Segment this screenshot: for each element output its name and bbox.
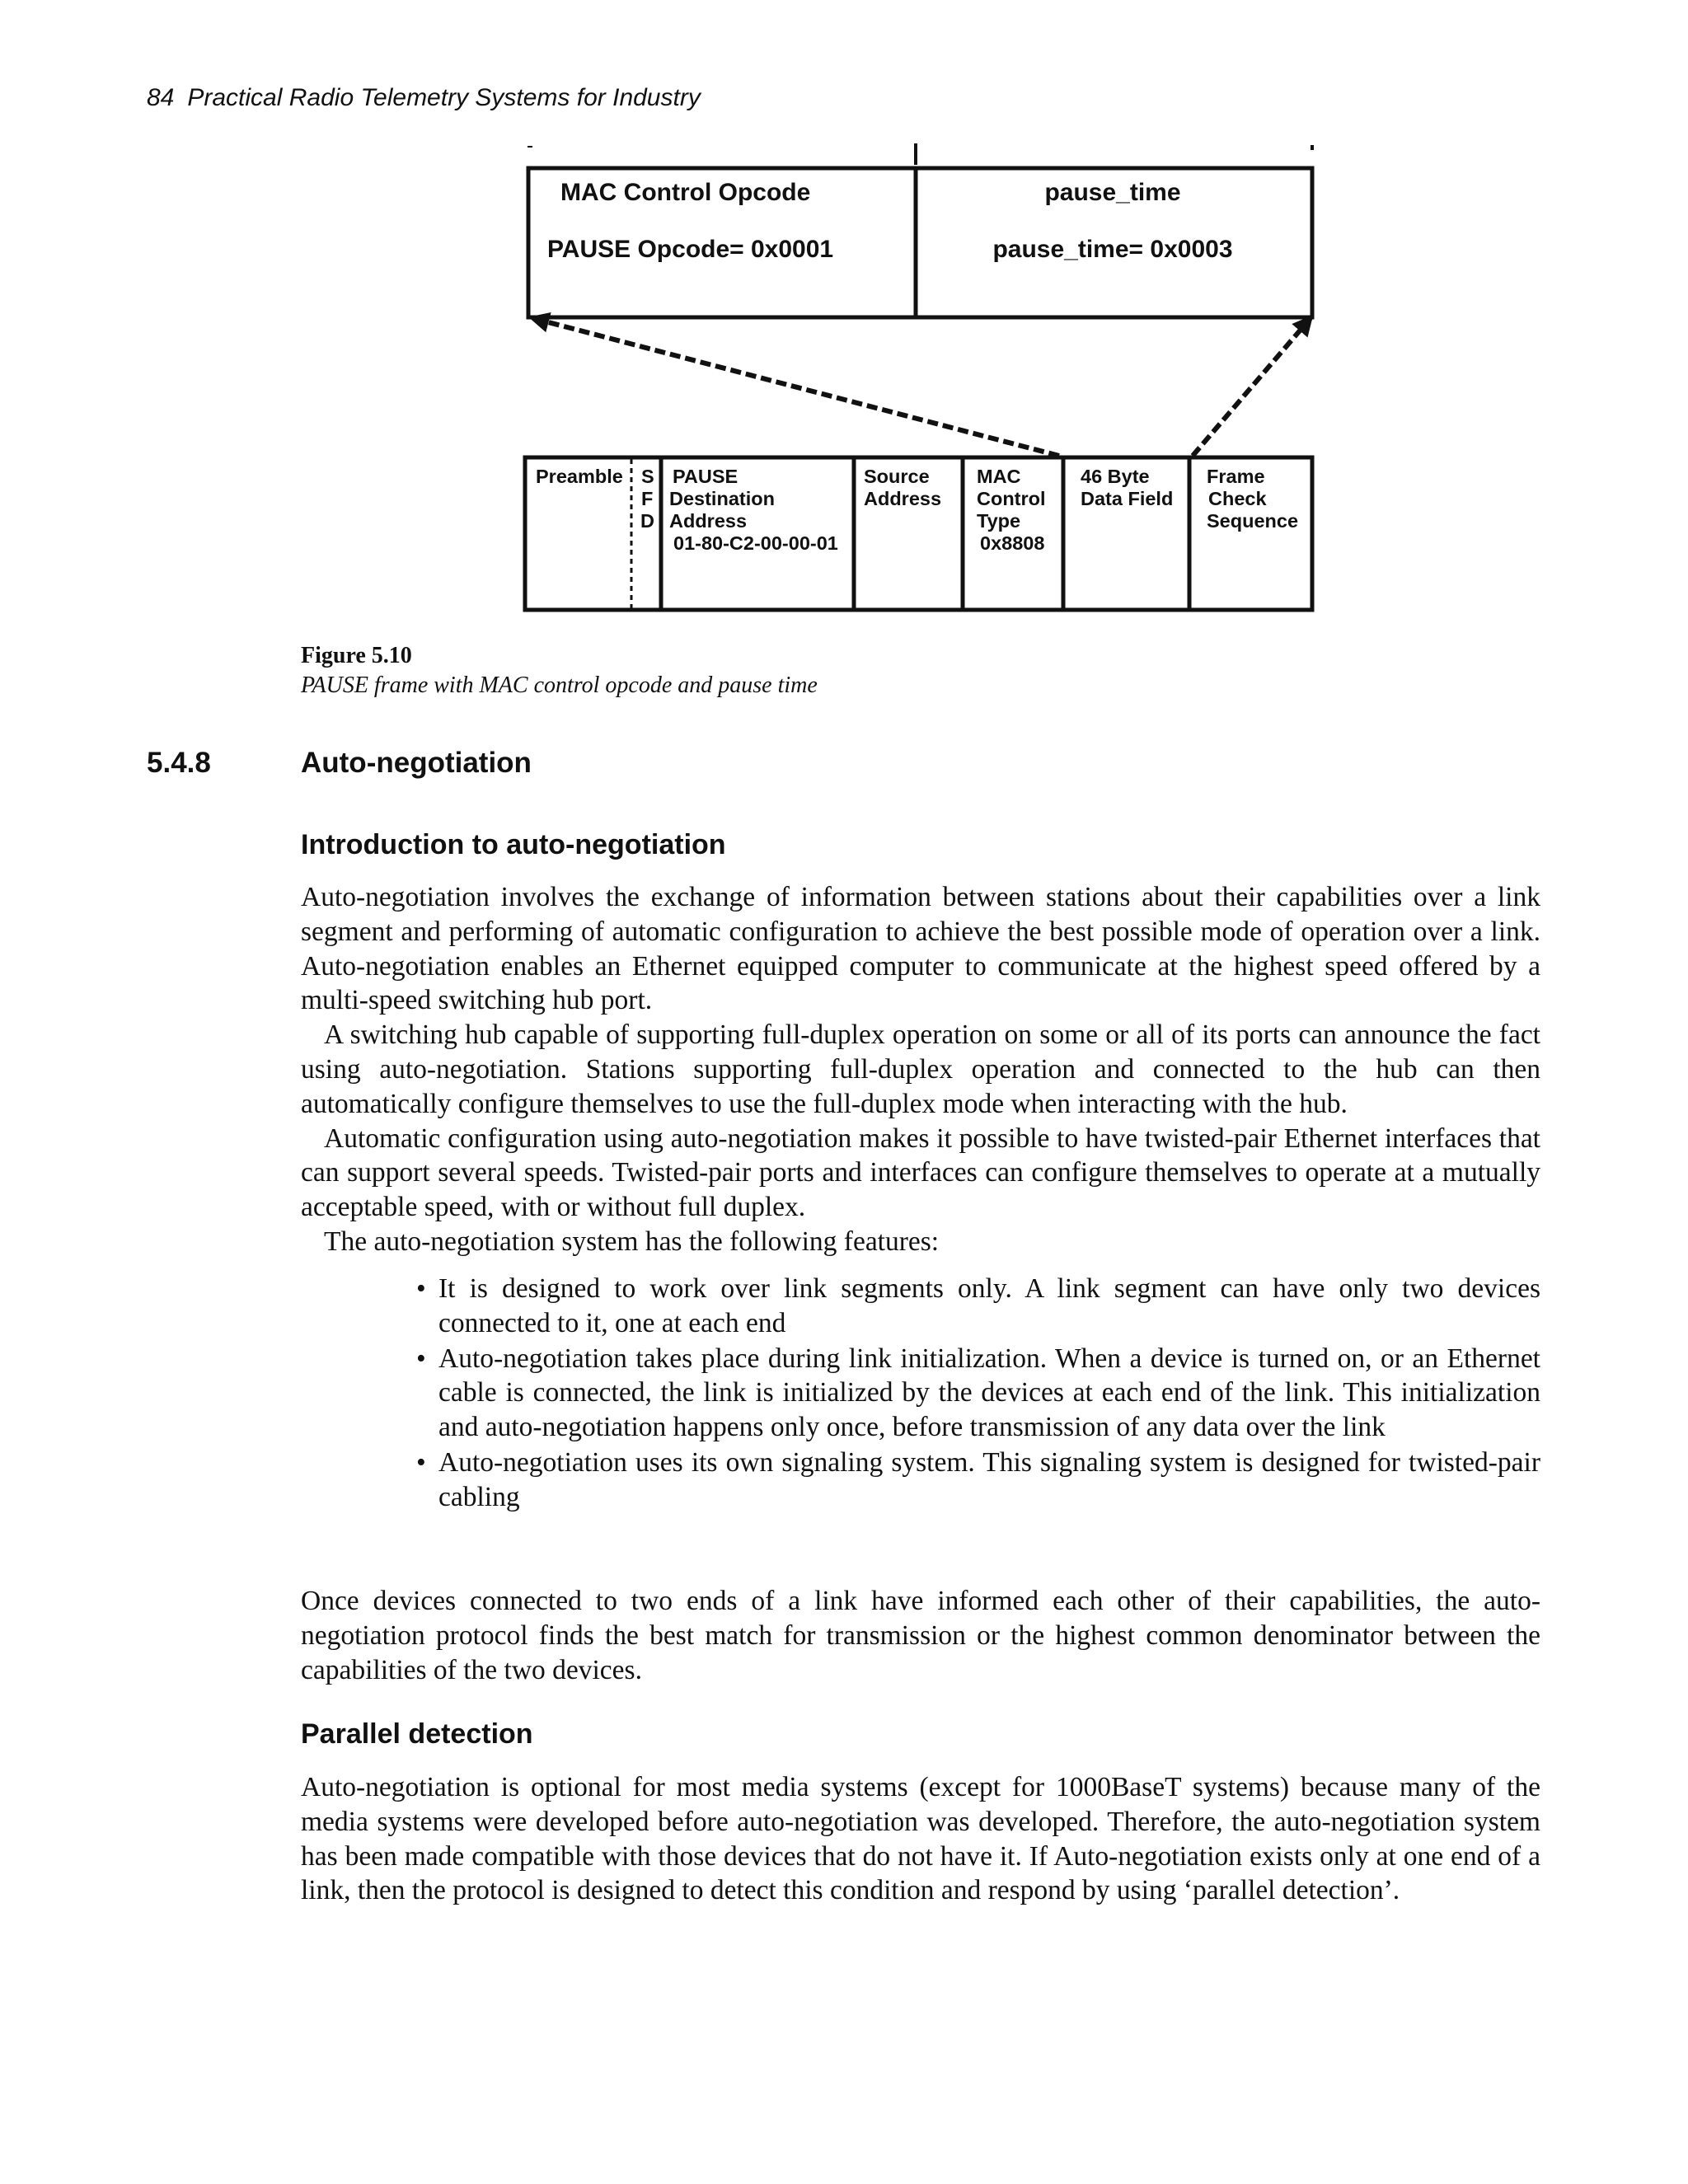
subheading-intro: Introduction to auto-negotiation [301, 829, 726, 860]
page-number: 84 [147, 84, 175, 111]
paragraph: Auto-negotiation involves the exchange of information between stations about their capabilities over a link segment and performing of automatic configuration to achieve the best possible mode of operation over a link. Auto-negotiation enables an Ethernet equipped computer to communicate at the highest speed offered by a multi-speed switching hub port. [301, 882, 1540, 1016]
destination-address-value: 01-80-C2-00-00-01 [673, 532, 838, 554]
bullet-icon: • [416, 1273, 426, 1304]
pause-opcode-value: PAUSE Opcode= 0x0001 [547, 236, 834, 263]
list-item [416, 1272, 1540, 1341]
section-title: Auto-negotiation [301, 747, 532, 779]
bullet-icon: • [416, 1343, 426, 1374]
mac-control-type-value: 0x8808 [980, 532, 1045, 554]
closing-text [301, 1584, 1540, 1687]
pause-frame-diagram [0, 0, 1688, 643]
source-label: Source [864, 466, 930, 487]
figure-caption [301, 641, 818, 701]
intro-text [301, 880, 1540, 1259]
figure-number: Figure 5.10 [301, 643, 412, 668]
book-title: Practical Radio Telemetry Systems for Industry [187, 84, 701, 111]
fcs-label: Check [1208, 488, 1267, 509]
list-item [416, 1446, 1540, 1515]
expansion-arrow-left [532, 318, 1059, 456]
paragraph: Once devices connected to two ends of a link have informed each other of their capabilities, the auto-negotiation protocol finds the best match for transmission or the highest common denominator between the capabilities of the two devices. [301, 1586, 1540, 1685]
pause-time-value: pause_time= 0x0003 [992, 236, 1233, 263]
features-list [416, 1272, 1540, 1516]
list-item-text: Auto-negotiation takes place during link initialization. When a device is turned on, or an Ethernet cable is connected, the link is initialized by the devices at each end of the link. This initialization and auto-negotiation happens only once, before transmission of any data over the link [438, 1343, 1540, 1443]
destination-label: Destination [669, 488, 775, 509]
paragraph: The auto-negotiation system has the following features: [324, 1226, 940, 1257]
data-field-label: 46 Byte [1081, 466, 1150, 487]
mac-control-type-label: Type [977, 510, 1021, 532]
destination-label: PAUSE [673, 466, 738, 487]
mac-control-type-label: MAC [977, 466, 1021, 487]
list-item [416, 1342, 1540, 1445]
pause-time-label: pause_time [1044, 179, 1181, 206]
list-item-text: Auto-negotiation uses its own signaling system. This signaling system is designed for twisted-pair cabling [438, 1446, 1540, 1512]
subheading-parallel: Parallel detection [301, 1718, 533, 1750]
destination-label: Address [669, 510, 748, 532]
fcs-label: Sequence [1207, 510, 1299, 532]
mac-control-opcode-label: MAC Control Opcode [560, 179, 811, 206]
fcs-label: Frame [1207, 466, 1265, 487]
data-field-label: Data Field [1081, 488, 1174, 509]
paragraph: A switching hub capable of supporting full-duplex operation on some or all of its ports can announce the fact using auto-negotiation. Stations supporting full-duplex operation and connected to the hub can then automatically configure themselves to use the full-duplex mode when interacting with the hub. [301, 1019, 1540, 1119]
sfd-label: F [641, 488, 654, 509]
source-label: Address [864, 488, 942, 509]
figure-caption-text: PAUSE frame with MAC control opcode and pause time [301, 673, 818, 698]
sfd-label: D [640, 510, 654, 532]
paragraph: Automatic configuration using auto-negotiation makes it possible to have twisted-pair Ethernet interfaces that can support several speeds. Twisted-pair ports and interfaces can configure themselves to operate at a mutually acceptable speed, with or without full duplex. [301, 1122, 1540, 1223]
section-number: 5.4.8 [147, 747, 211, 779]
parallel-text [301, 1770, 1540, 1908]
paragraph: Auto-negotiation is optional for most media systems (except for 1000BaseT systems) because many of the media systems were developed before auto-negotiation was developed. Therefore, the auto-negotiation system has been made compatible with those devices that do not have it. If Auto-negotiation exists only at one end of a link, then the protocol is designed to detect this condition and respond by using ‘parallel detection’. [301, 1772, 1540, 1906]
list-item-text: It is designed to work over link segments only. A link segment can have only two devices connected to it, one at each end [438, 1273, 1540, 1338]
preamble-label: Preamble [536, 466, 623, 487]
sfd-label: S [641, 466, 654, 487]
mac-control-type-label: Control [977, 488, 1046, 509]
section-heading [147, 747, 532, 780]
expansion-arrow-right [1193, 318, 1311, 456]
bullet-icon: • [416, 1446, 426, 1478]
